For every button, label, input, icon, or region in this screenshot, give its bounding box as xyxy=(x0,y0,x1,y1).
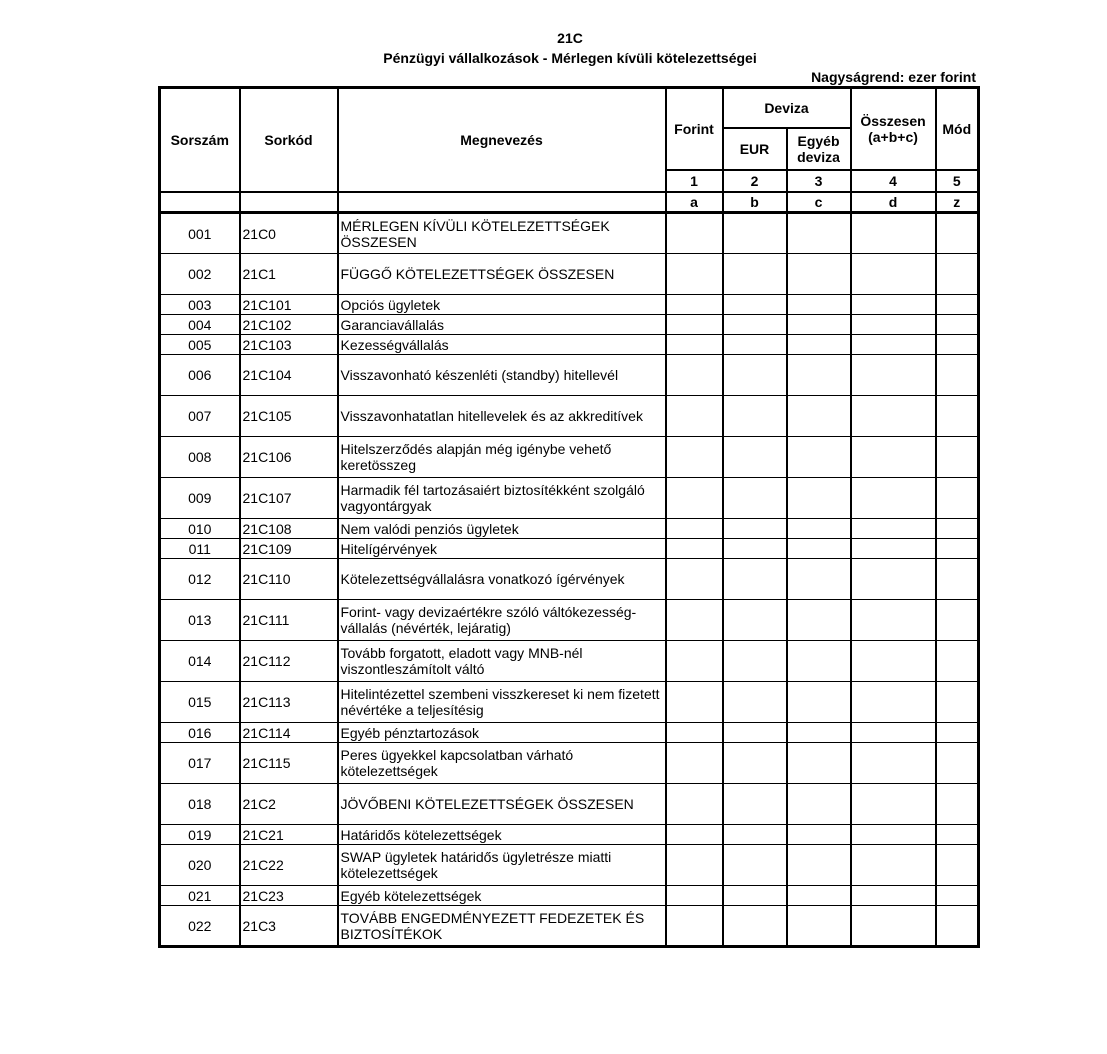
value-mod[interactable] xyxy=(936,559,979,600)
value-forint[interactable] xyxy=(666,845,723,886)
value-osszesen[interactable] xyxy=(851,682,936,723)
table-row xyxy=(160,478,979,519)
row-name: Visszavonható készenléti (standby) hitellevél xyxy=(338,355,666,396)
value-egyeb-deviza[interactable] xyxy=(787,682,851,723)
row-name: Hitelígérvények xyxy=(338,539,666,559)
row-name: JÖVŐBENI KÖTELEZETTSÉGEK ÖSSZESEN xyxy=(338,784,666,825)
value-forint[interactable] xyxy=(666,743,723,784)
value-mod[interactable] xyxy=(936,478,979,519)
value-eur[interactable] xyxy=(723,906,787,947)
row-number: 013 xyxy=(160,600,240,641)
row-name: Visszavonhatatlan hitellevelek és az akkreditívek xyxy=(338,396,666,437)
value-eur[interactable] xyxy=(723,784,787,825)
row-number: 016 xyxy=(160,723,240,743)
value-osszesen[interactable] xyxy=(851,519,936,539)
value-eur[interactable] xyxy=(723,335,787,355)
value-eur[interactable] xyxy=(723,478,787,519)
table-row xyxy=(160,335,979,355)
row-name: Határidős kötelezettségek xyxy=(338,825,666,845)
row-number: 022 xyxy=(160,906,240,947)
col-letter: d xyxy=(851,192,936,213)
value-egyeb-deviza[interactable] xyxy=(787,845,851,886)
value-forint[interactable] xyxy=(666,682,723,723)
value-eur[interactable] xyxy=(723,825,787,845)
row-code: 21C22 xyxy=(240,845,338,886)
row-number: 004 xyxy=(160,315,240,335)
value-egyeb-deviza[interactable] xyxy=(787,478,851,519)
row-number: 006 xyxy=(160,355,240,396)
row-code: 21C3 xyxy=(240,906,338,947)
table-row xyxy=(160,213,979,254)
row-name: Forint- vagy devizaértékre szóló váltókezesség-vállalás (névérték, lejáratig) xyxy=(338,600,666,641)
value-egyeb-deviza[interactable] xyxy=(787,295,851,315)
value-osszesen[interactable] xyxy=(851,559,936,600)
row-number: 005 xyxy=(160,335,240,355)
value-mod[interactable] xyxy=(936,723,979,743)
value-egyeb-deviza[interactable] xyxy=(787,539,851,559)
value-osszesen[interactable] xyxy=(851,723,936,743)
row-name: SWAP ügyletek határidős ügyletrésze miatti kötelezettségek xyxy=(338,845,666,886)
row-code: 21C109 xyxy=(240,539,338,559)
row-code: 21C108 xyxy=(240,519,338,539)
value-forint[interactable] xyxy=(666,539,723,559)
value-osszesen[interactable] xyxy=(851,437,936,478)
value-egyeb-deviza[interactable] xyxy=(787,784,851,825)
value-egyeb-deviza[interactable] xyxy=(787,213,851,254)
col-number: 4 xyxy=(851,170,936,192)
value-eur[interactable] xyxy=(723,600,787,641)
value-mod[interactable] xyxy=(936,784,979,825)
row-name: Kezességvállalás xyxy=(338,335,666,355)
value-forint[interactable] xyxy=(666,519,723,539)
value-mod[interactable] xyxy=(936,600,979,641)
value-mod[interactable] xyxy=(936,355,979,396)
value-egyeb-deviza[interactable] xyxy=(787,825,851,845)
report-code: 21C xyxy=(557,30,583,46)
row-number: 011 xyxy=(160,539,240,559)
row-number: 009 xyxy=(160,478,240,519)
value-eur[interactable] xyxy=(723,539,787,559)
row-number: 001 xyxy=(160,213,240,254)
row-name: Tovább forgatott, eladott vagy MNB-nél viszontleszámítolt váltó xyxy=(338,641,666,682)
table-row xyxy=(160,886,979,906)
value-forint[interactable] xyxy=(666,886,723,906)
value-eur[interactable] xyxy=(723,315,787,335)
value-mod[interactable] xyxy=(936,682,979,723)
value-osszesen[interactable] xyxy=(851,295,936,315)
value-forint[interactable] xyxy=(666,396,723,437)
row-number: 020 xyxy=(160,845,240,886)
table-row xyxy=(160,315,979,335)
value-forint[interactable] xyxy=(666,478,723,519)
value-egyeb-deviza[interactable] xyxy=(787,396,851,437)
value-eur[interactable] xyxy=(723,519,787,539)
value-osszesen[interactable] xyxy=(851,539,936,559)
table-row xyxy=(160,559,979,600)
value-eur[interactable] xyxy=(723,886,787,906)
header-egyeb-deviza: Egyéb deviza xyxy=(787,128,851,170)
value-eur[interactable] xyxy=(723,254,787,295)
table-row xyxy=(160,784,979,825)
header-mod: Mód xyxy=(936,88,979,170)
header-forint: Forint xyxy=(666,88,723,170)
value-forint[interactable] xyxy=(666,213,723,254)
value-osszesen[interactable] xyxy=(851,743,936,784)
row-name: Kötelezettségvállalásra vonatkozó ígérvények xyxy=(338,559,666,600)
value-forint[interactable] xyxy=(666,559,723,600)
value-mod[interactable] xyxy=(936,539,979,559)
value-mod[interactable] xyxy=(936,886,979,906)
table-row xyxy=(160,519,979,539)
row-number: 014 xyxy=(160,641,240,682)
value-eur[interactable] xyxy=(723,845,787,886)
row-code: 21C103 xyxy=(240,335,338,355)
row-number: 010 xyxy=(160,519,240,539)
value-osszesen[interactable] xyxy=(851,600,936,641)
value-forint[interactable] xyxy=(666,906,723,947)
table-row xyxy=(160,539,979,559)
row-code: 21C110 xyxy=(240,559,338,600)
row-code: 21C113 xyxy=(240,682,338,723)
value-mod[interactable] xyxy=(936,906,979,947)
value-egyeb-deviza[interactable] xyxy=(787,600,851,641)
value-osszesen[interactable] xyxy=(851,845,936,886)
value-mod[interactable] xyxy=(936,295,979,315)
row-number: 019 xyxy=(160,825,240,845)
value-osszesen[interactable] xyxy=(851,478,936,519)
row-number: 015 xyxy=(160,682,240,723)
table-body xyxy=(160,213,979,947)
value-eur[interactable] xyxy=(723,682,787,723)
table-row xyxy=(160,641,979,682)
row-name: Egyéb pénztartozások xyxy=(338,723,666,743)
value-forint[interactable] xyxy=(666,335,723,355)
value-osszesen[interactable] xyxy=(851,335,936,355)
row-number: 002 xyxy=(160,254,240,295)
value-eur[interactable] xyxy=(723,295,787,315)
value-osszesen[interactable] xyxy=(851,254,936,295)
value-forint[interactable] xyxy=(666,641,723,682)
value-forint[interactable] xyxy=(666,723,723,743)
row-code: 21C0 xyxy=(240,213,338,254)
value-eur[interactable] xyxy=(723,396,787,437)
table-row xyxy=(160,437,979,478)
value-forint[interactable] xyxy=(666,295,723,315)
value-eur[interactable] xyxy=(723,743,787,784)
value-egyeb-deviza[interactable] xyxy=(787,335,851,355)
value-egyeb-deviza[interactable] xyxy=(787,641,851,682)
value-mod[interactable] xyxy=(936,519,979,539)
value-osszesen[interactable] xyxy=(851,213,936,254)
value-egyeb-deviza[interactable] xyxy=(787,743,851,784)
value-forint[interactable] xyxy=(666,315,723,335)
col-letter: a xyxy=(666,192,723,213)
value-osszesen[interactable] xyxy=(851,825,936,845)
col-letter: b xyxy=(723,192,787,213)
value-forint[interactable] xyxy=(666,600,723,641)
table-row xyxy=(160,845,979,886)
col-number: 3 xyxy=(787,170,851,192)
value-mod[interactable] xyxy=(936,396,979,437)
row-number: 021 xyxy=(160,886,240,906)
header-sorszam: Sorszám xyxy=(160,88,240,192)
value-forint[interactable] xyxy=(666,825,723,845)
row-name: Garanciavállalás xyxy=(338,315,666,335)
col-number: 1 xyxy=(666,170,723,192)
header-osszesen: Összesen (a+b+c) xyxy=(851,88,936,170)
value-mod[interactable] xyxy=(936,437,979,478)
value-eur[interactable] xyxy=(723,559,787,600)
row-code: 21C106 xyxy=(240,437,338,478)
value-egyeb-deviza[interactable] xyxy=(787,723,851,743)
row-code: 21C115 xyxy=(240,743,338,784)
value-eur[interactable] xyxy=(723,213,787,254)
value-forint[interactable] xyxy=(666,355,723,396)
row-name: Hitelszerződés alapján még igénybe vehető keretösszeg xyxy=(338,437,666,478)
row-name: Hitelintézettel szembeni visszkereset ki nem fizetett névértéke a teljesítésig xyxy=(338,682,666,723)
col-letter: z xyxy=(936,192,979,213)
report-table xyxy=(158,86,980,948)
value-mod[interactable] xyxy=(936,743,979,784)
table-row xyxy=(160,254,979,295)
value-mod[interactable] xyxy=(936,213,979,254)
value-egyeb-deviza[interactable] xyxy=(787,437,851,478)
report-title: Pénzügyi vállalkozások - Mérlegen kívüli kötelezettségei xyxy=(383,50,757,66)
row-name: Opciós ügyletek xyxy=(338,295,666,315)
value-mod[interactable] xyxy=(936,641,979,682)
value-eur[interactable] xyxy=(723,641,787,682)
value-osszesen[interactable] xyxy=(851,396,936,437)
value-osszesen[interactable] xyxy=(851,784,936,825)
table-row xyxy=(160,295,979,315)
value-egyeb-deviza[interactable] xyxy=(787,559,851,600)
value-egyeb-deviza[interactable] xyxy=(787,254,851,295)
value-eur[interactable] xyxy=(723,437,787,478)
table-row xyxy=(160,682,979,723)
value-osszesen[interactable] xyxy=(851,315,936,335)
row-name: Nem valódi penziós ügyletek xyxy=(338,519,666,539)
table-row xyxy=(160,723,979,743)
value-osszesen[interactable] xyxy=(851,355,936,396)
row-code: 21C101 xyxy=(240,295,338,315)
header-megnevezes: Megnevezés xyxy=(338,88,666,192)
row-number: 018 xyxy=(160,784,240,825)
value-mod[interactable] xyxy=(936,254,979,295)
value-mod[interactable] xyxy=(936,825,979,845)
value-eur[interactable] xyxy=(723,723,787,743)
col-letter: c xyxy=(787,192,851,213)
header-sorkod: Sorkód xyxy=(240,88,338,192)
row-code: 21C1 xyxy=(240,254,338,295)
unit-label: Nagyságrend: ezer forint xyxy=(811,69,976,85)
col-number: 2 xyxy=(723,170,787,192)
table-row xyxy=(160,355,979,396)
header-deviza: Deviza xyxy=(723,88,851,128)
row-number: 008 xyxy=(160,437,240,478)
row-name: Harmadik fél tartozásaiért biztosítékként szolgáló vagyontárgyak xyxy=(338,478,666,519)
row-code: 21C111 xyxy=(240,600,338,641)
value-egyeb-deviza[interactable] xyxy=(787,906,851,947)
header-spacer xyxy=(338,192,666,213)
row-name: TOVÁBB ENGEDMÉNYEZETT FEDEZETEK ÉS BIZTOSÍTÉKOK xyxy=(338,906,666,947)
value-forint[interactable] xyxy=(666,437,723,478)
row-number: 007 xyxy=(160,396,240,437)
row-code: 21C21 xyxy=(240,825,338,845)
row-code: 21C105 xyxy=(240,396,338,437)
row-code: 21C104 xyxy=(240,355,338,396)
value-forint[interactable] xyxy=(666,784,723,825)
row-code: 21C107 xyxy=(240,478,338,519)
table-row xyxy=(160,906,979,947)
value-egyeb-deviza[interactable] xyxy=(787,519,851,539)
table-row xyxy=(160,600,979,641)
table-row xyxy=(160,743,979,784)
value-egyeb-deviza[interactable] xyxy=(787,355,851,396)
value-egyeb-deviza[interactable] xyxy=(787,315,851,335)
row-number: 017 xyxy=(160,743,240,784)
value-osszesen[interactable] xyxy=(851,641,936,682)
header-eur: EUR xyxy=(723,128,787,170)
header-spacer xyxy=(160,192,240,213)
row-code: 21C2 xyxy=(240,784,338,825)
col-number: 5 xyxy=(936,170,979,192)
row-code: 21C112 xyxy=(240,641,338,682)
row-code: 21C102 xyxy=(240,315,338,335)
row-name: FÜGGŐ KÖTELEZETTSÉGEK ÖSSZESEN xyxy=(338,254,666,295)
value-mod[interactable] xyxy=(936,335,979,355)
value-forint[interactable] xyxy=(666,254,723,295)
row-name: Peres ügyekkel kapcsolatban várható kötelezettségek xyxy=(338,743,666,784)
row-number: 012 xyxy=(160,559,240,600)
header-spacer xyxy=(240,192,338,213)
row-code: 21C23 xyxy=(240,886,338,906)
row-code: 21C114 xyxy=(240,723,338,743)
value-mod[interactable] xyxy=(936,315,979,335)
table-row xyxy=(160,825,979,845)
table-row xyxy=(160,396,979,437)
row-name: Egyéb kötelezettségek xyxy=(338,886,666,906)
value-mod[interactable] xyxy=(936,845,979,886)
value-osszesen[interactable] xyxy=(851,886,936,906)
row-name: MÉRLEGEN KÍVÜLI KÖTELEZETTSÉGEK ÖSSZESEN xyxy=(338,213,666,254)
value-egyeb-deviza[interactable] xyxy=(787,886,851,906)
value-osszesen[interactable] xyxy=(851,906,936,947)
row-number: 003 xyxy=(160,295,240,315)
value-eur[interactable] xyxy=(723,355,787,396)
